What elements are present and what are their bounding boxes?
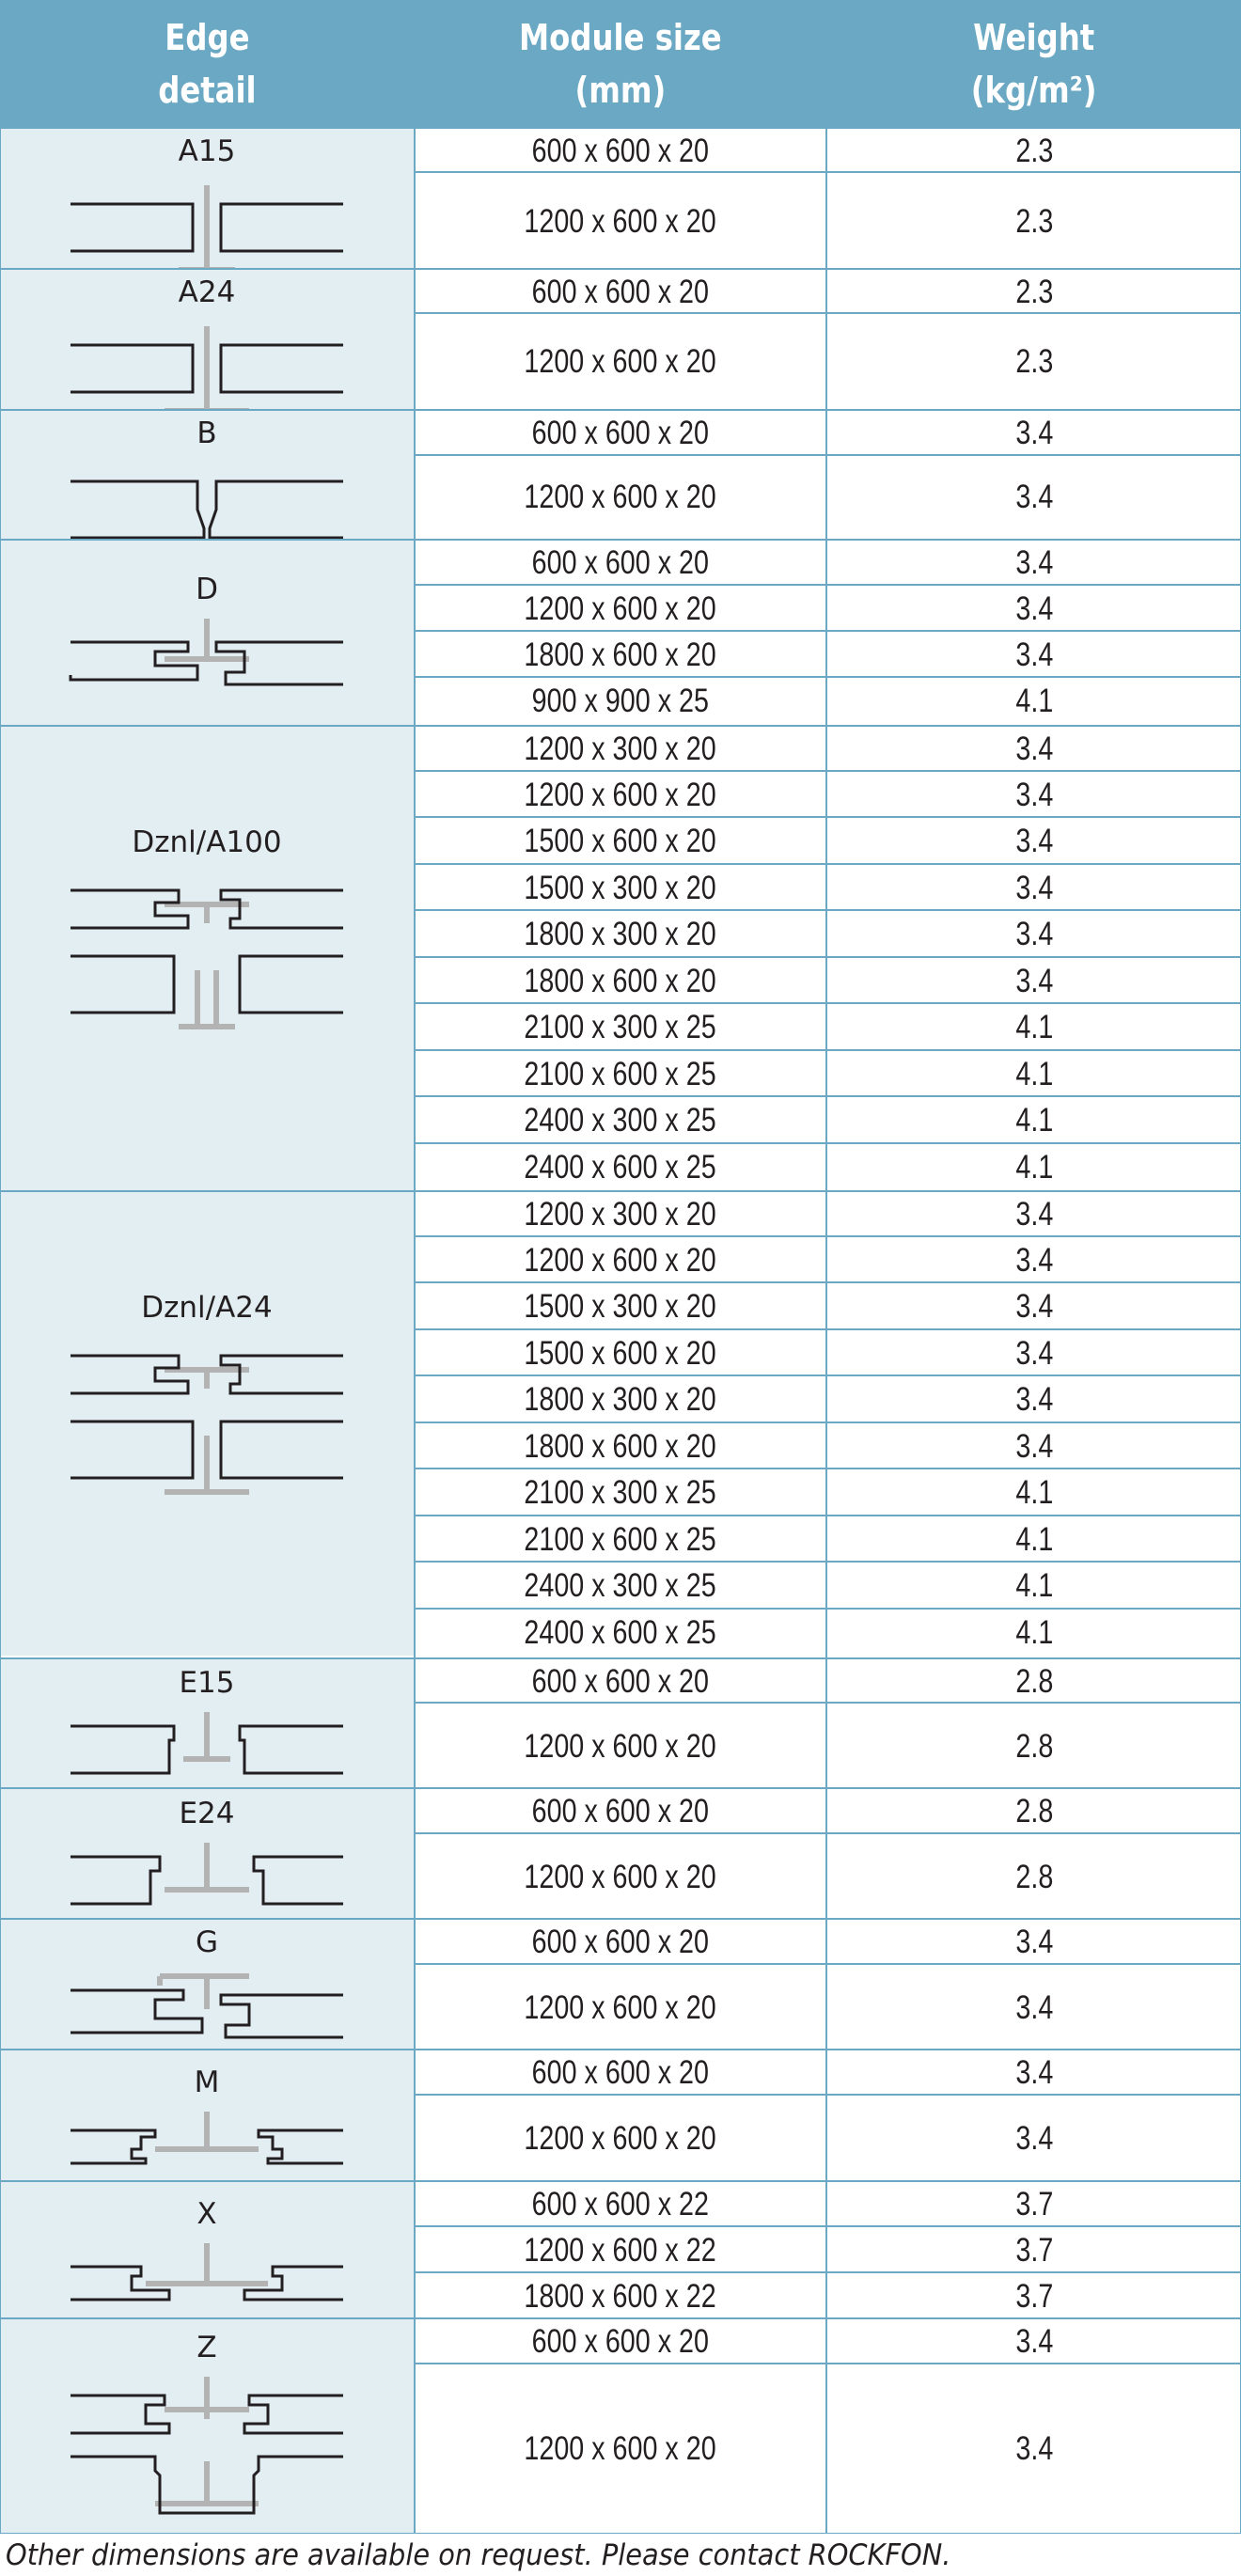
weight-value: 4.1 [1015,1148,1053,1186]
d-edge-icon [66,614,348,694]
a24-edge-icon [66,317,348,420]
weight-value: 3.4 [1015,2323,1053,2360]
module-size-cell [416,958,825,1004]
module-size-value: 1200 x 600 x 20 [524,776,717,813]
weight-value: 4.1 [1015,1055,1053,1092]
module-size-cell [416,2182,825,2227]
weight-cell [827,1659,1241,1704]
weight-cell [827,1192,1241,1237]
module-size-value: 1200 x 600 x 20 [524,2120,717,2157]
weight-value: 3.4 [1015,962,1053,999]
module-size-value: 1500 x 600 x 20 [524,823,717,859]
weight-value: 2.8 [1015,1727,1053,1765]
weight-cell [827,1920,1241,1965]
module-size-cell [416,2050,825,2096]
module-size-cell [416,2096,825,2182]
weight-cell [827,2050,1241,2096]
weight-cell [827,772,1241,818]
group-divider [0,268,414,270]
module-size-value: 1200 x 600 x 20 [524,342,717,380]
module-size-value: 600 x 600 x 20 [531,2323,710,2360]
module-size-value: 600 x 600 x 20 [531,132,710,169]
weight-cell [827,1789,1241,1834]
module-size-cell [416,1376,825,1423]
module-size-value: 2400 x 600 x 25 [524,1148,717,1186]
weight-value: 2.3 [1015,342,1053,380]
weight-value: 3.4 [1015,2054,1053,2091]
weight-value: 3.4 [1015,1196,1053,1233]
module-size-cell [416,1469,825,1516]
module-size-cell [416,1283,825,1330]
weight-cell [827,1516,1241,1563]
weight-value: 4.1 [1015,1613,1053,1651]
weight-cell [827,2096,1241,2182]
weight-cell [827,1283,1241,1330]
weight-cell [827,1144,1241,1190]
weight-value: 3.4 [1015,1288,1053,1325]
module-size-value: 2400 x 300 x 25 [524,1102,717,1139]
weight-cell [827,1004,1241,1051]
weight-value: 3.4 [1015,1988,1053,2026]
module-size-cell [416,1330,825,1376]
module-size-value: 600 x 600 x 20 [531,2054,710,2091]
edge-detail-label: Dznl/A24 [141,1290,273,1325]
module-size-cell [416,1965,825,2050]
module-size-value: 1500 x 300 x 20 [524,869,717,906]
x-edge-icon [66,2238,348,2304]
weight-value: 4.1 [1015,1474,1053,1511]
edge-detail-label: G [195,1925,219,1959]
group-divider [0,725,414,727]
weight-cell [827,911,1241,958]
header-edge-detail-label: Edge detail [157,16,257,111]
weight-cell [827,1469,1241,1516]
weight-cell [827,1834,1241,1920]
module-size-value: 1200 x 300 x 20 [524,730,717,767]
weight-value: 3.4 [1015,636,1053,673]
module-size-cell [416,1144,825,1190]
group-divider [0,539,414,541]
edge-detail-label: X [196,2197,217,2231]
module-size-cell [416,1610,825,1656]
weight-cell [827,1423,1241,1469]
weight-value: 4.1 [1015,1102,1053,1139]
module-size-cell [416,1704,825,1789]
module-size-cell [416,173,825,270]
weight-cell [827,129,1241,173]
weight-value: 2.8 [1015,1858,1053,1895]
weight-cell [827,541,1241,586]
e15-edge-icon [66,1707,348,1783]
weight-value: 3.4 [1015,776,1053,813]
weight-cell [827,958,1241,1004]
edge-detail-label: B [196,416,217,450]
module-size-value: 1800 x 600 x 20 [524,1427,717,1465]
module-size-cell [416,1192,825,1237]
module-size-value: 600 x 600 x 20 [531,273,710,310]
module-size-value: 2100 x 600 x 25 [524,1520,717,1558]
module-size-value: 2400 x 600 x 25 [524,1613,717,1651]
module-size-cell [416,314,825,409]
weight-cell [827,1704,1241,1789]
group-divider [0,1657,414,1659]
weight-value: 3.4 [1015,415,1053,451]
weight-cell [827,173,1241,270]
weight-cell [827,1563,1241,1610]
weight-value: 3.7 [1015,2277,1053,2315]
module-size-cell [416,2364,825,2534]
weight-value: 2.3 [1015,273,1053,310]
m-edge-icon [66,2107,348,2168]
dznl-a24-edge-icon [66,1332,348,1501]
module-size-cell [416,818,825,865]
module-size-cell [416,1563,825,1610]
module-size-cell [416,632,825,678]
weight-value: 4.1 [1015,1009,1053,1045]
weight-value: 3.4 [1015,1381,1053,1418]
weight-value: 2.8 [1015,1662,1053,1700]
weight-cell [827,586,1241,632]
footnote: Other dimensions are available on request. Please contact ROCKFON. [6,2538,951,2572]
module-size-value: 1200 x 600 x 20 [524,1727,717,1765]
module-size-cell [416,727,825,772]
module-size-value: 600 x 600 x 22 [531,2186,710,2223]
module-size-value: 1500 x 600 x 20 [524,1334,717,1372]
edge-detail-label: M [194,2065,220,2099]
weight-cell [827,2273,1241,2319]
group-divider [0,2180,414,2182]
b-edge-icon [66,458,348,547]
weight-cell [827,1610,1241,1656]
module-size-value: 600 x 600 x 20 [531,415,710,451]
weight-cell [827,1965,1241,2050]
header-weight [827,0,1241,127]
module-size-value: 1800 x 600 x 20 [524,636,717,673]
weight-value: 3.4 [1015,479,1053,515]
module-size-value: 1800 x 300 x 20 [524,916,717,952]
module-size-cell [416,2227,825,2273]
module-size-value: 1200 x 600 x 20 [524,2430,717,2467]
module-size-cell [416,911,825,958]
header-module-size-label: Module size (mm) [519,16,722,111]
module-size-value: 2400 x 300 x 25 [524,1567,717,1604]
edge-detail-label: Z [196,2331,217,2364]
weight-value: 3.4 [1015,1924,1053,1960]
module-size-cell [416,541,825,586]
module-size-cell [416,1834,825,1920]
module-size-value: 1200 x 600 x 20 [524,1241,717,1279]
module-size-value: 600 x 600 x 20 [531,1793,710,1830]
module-size-cell [416,2319,825,2364]
module-size-value: 900 x 900 x 25 [531,683,710,719]
module-size-value: 2100 x 300 x 25 [524,1474,717,1511]
module-size-value: 1200 x 300 x 20 [524,1196,717,1233]
group-divider [0,1787,414,1789]
edge-detail-label: A24 [178,275,236,309]
module-size-cell [416,1051,825,1097]
weight-cell [827,727,1241,772]
column-divider [414,0,416,2534]
weight-cell [827,678,1241,725]
module-size-cell [416,411,825,456]
weight-value: 3.4 [1015,916,1053,952]
module-size-cell [416,772,825,818]
module-size-cell [416,129,825,173]
weight-cell [827,2364,1241,2534]
module-size-cell [416,1237,825,1283]
weight-cell [827,270,1241,314]
weight-value: 4.1 [1015,683,1053,719]
module-size-cell [416,1789,825,1834]
weight-cell [827,1237,1241,1283]
module-size-cell [416,270,825,314]
edge-detail-label: E24 [179,1796,235,1830]
weight-value: 3.4 [1015,1241,1053,1279]
edge-detail-label: D [196,572,218,606]
module-size-cell [416,1659,825,1704]
module-size-cell [416,1516,825,1563]
group-divider [0,127,414,129]
z-edge-icon [66,2372,348,2522]
weight-value: 3.4 [1015,544,1053,581]
edge-detail-label: Dznl/A100 [132,825,282,859]
module-size-value: 1800 x 600 x 22 [524,2277,717,2315]
module-size-cell [416,1920,825,1965]
weight-cell [827,2182,1241,2227]
group-divider [0,2049,414,2050]
module-size-cell [416,2273,825,2319]
g-edge-icon [66,1967,348,2047]
weight-value: 3.4 [1015,869,1053,906]
module-size-value: 1200 x 600 x 20 [524,479,717,515]
e24-edge-icon [66,1838,348,1913]
module-size-value: 1200 x 600 x 20 [524,202,717,240]
weight-value: 3.4 [1015,589,1053,627]
module-size-cell [416,456,825,539]
weight-value: 2.8 [1015,1793,1053,1830]
edge-detail-label: E15 [179,1666,235,1700]
weight-cell [827,2227,1241,2273]
weight-cell [827,1097,1241,1144]
weight-cell [827,314,1241,409]
weight-value: 3.4 [1015,1334,1053,1372]
weight-cell [827,632,1241,678]
weight-cell [827,818,1241,865]
module-size-cell [416,1004,825,1051]
module-size-value: 1500 x 300 x 20 [524,1288,717,1325]
module-size-value: 1800 x 300 x 20 [524,1381,717,1418]
weight-value: 3.7 [1015,2231,1053,2269]
column-divider [825,0,827,2534]
module-size-value: 1200 x 600 x 20 [524,1858,717,1895]
weight-value: 4.1 [1015,1520,1053,1558]
module-size-value: 1200 x 600 x 22 [524,2231,717,2269]
module-size-value: 2100 x 300 x 25 [524,1009,717,1045]
weight-cell [827,1376,1241,1423]
weight-value: 3.7 [1015,2186,1053,2223]
weight-value: 3.4 [1015,2430,1053,2467]
weight-value: 2.3 [1015,132,1053,169]
weight-value: 3.4 [1015,730,1053,767]
module-size-value: 1200 x 600 x 20 [524,589,717,627]
weight-value: 3.4 [1015,823,1053,859]
module-size-cell [416,1097,825,1144]
module-size-value: 2100 x 600 x 25 [524,1055,717,1092]
weight-value: 3.4 [1015,2120,1053,2157]
module-size-value: 600 x 600 x 20 [531,1662,710,1700]
module-size-cell [416,1423,825,1469]
group-divider [0,1918,414,1920]
weight-cell [827,456,1241,539]
weight-cell [827,1330,1241,1376]
weight-cell [827,411,1241,456]
edge-detail-label: A15 [178,134,236,168]
group-divider [0,1190,414,1192]
module-size-value: 600 x 600 x 20 [531,1924,710,1960]
weight-value: 3.4 [1015,1427,1053,1465]
header-edge-detail [0,0,414,127]
module-size-value: 1200 x 600 x 20 [524,1988,717,2026]
module-size-cell [416,678,825,725]
module-size-cell [416,586,825,632]
group-divider [0,2317,414,2319]
weight-cell [827,2319,1241,2364]
module-size-value: 1800 x 600 x 20 [524,962,717,999]
a15-edge-icon [66,176,348,279]
dznl-a100-edge-icon [66,867,348,1036]
header-module-size [416,0,825,127]
weight-cell [827,1051,1241,1097]
group-divider [0,409,414,411]
weight-value: 4.1 [1015,1567,1053,1604]
module-size-cell [416,865,825,911]
weight-cell [827,865,1241,911]
weight-value: 2.3 [1015,202,1053,240]
module-size-value: 600 x 600 x 20 [531,544,710,581]
header-weight-label: Weight (kg/m²) [971,16,1097,111]
